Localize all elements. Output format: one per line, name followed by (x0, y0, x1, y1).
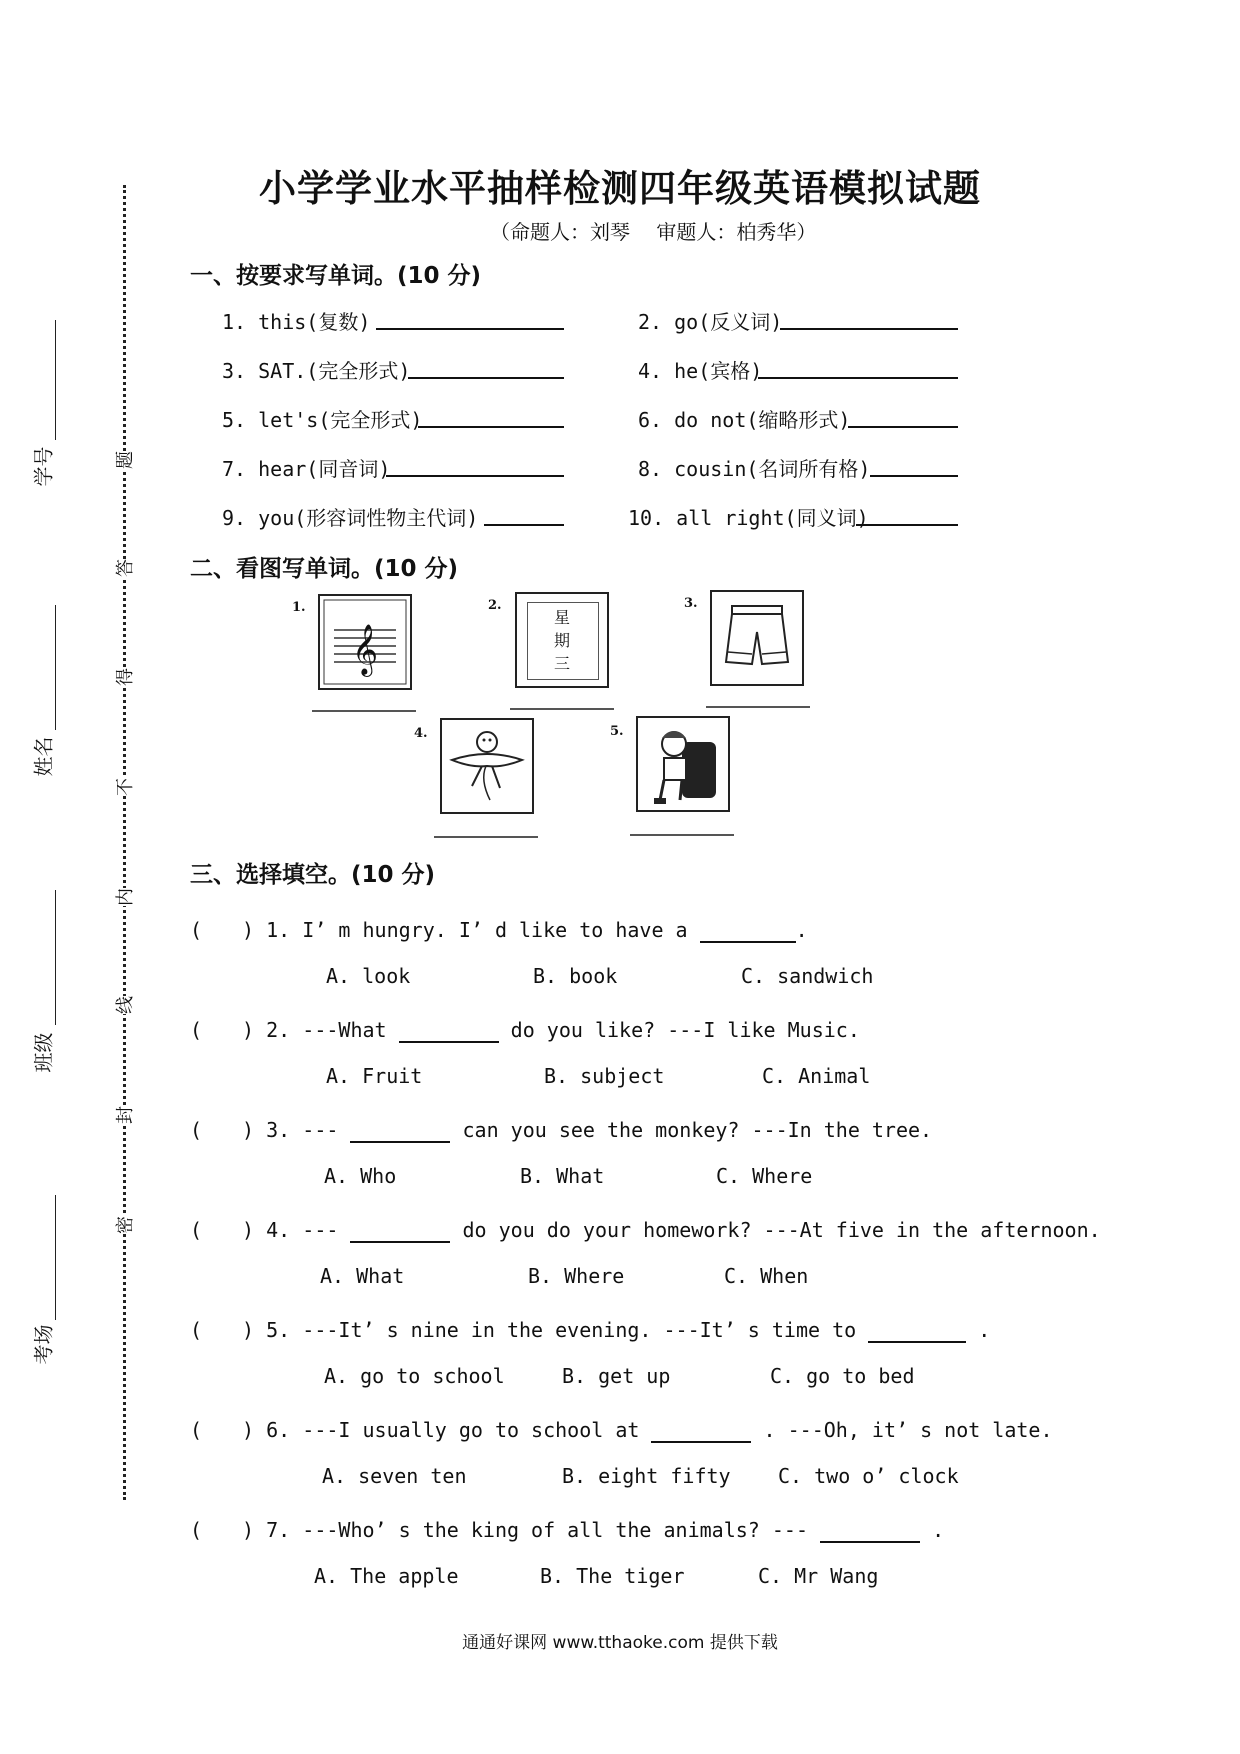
item-text: do not(缩略形式) (674, 408, 851, 432)
page-footer: 通通好课网 www.tthaoke.com 提供下载 (462, 1633, 778, 1653)
question-text: I’ m hungry. I’ d like to have a (302, 918, 688, 942)
section1-title: 一、按要求写单词。(10 分) (190, 263, 482, 289)
answer-blank[interactable] (848, 404, 958, 428)
question-number: 1. (266, 918, 291, 942)
question-row (190, 1414, 1053, 1443)
option-b[interactable]: B. The tiger (540, 1564, 685, 1588)
q1-item (638, 453, 870, 482)
option-a[interactable]: A. Fruit (326, 1064, 423, 1088)
option-b[interactable]: B. Where (528, 1264, 625, 1288)
page-title: 小学学业水平抽样检测四年级英语模拟试题 (259, 167, 981, 210)
option-a[interactable]: A. look (326, 964, 411, 988)
answer-blank[interactable] (350, 1119, 450, 1143)
item-text: hear(同音词) (258, 457, 391, 481)
option-b[interactable]: B. get up (562, 1364, 671, 1388)
question-text: ---I usually go to school at (302, 1418, 640, 1442)
shorts-icon (710, 590, 804, 686)
item-text: let's(完全形式) (258, 408, 423, 432)
option-b[interactable]: B. subject (544, 1064, 665, 1088)
question-text: do you like? ---I like Music. (510, 1018, 860, 1042)
option-b[interactable]: B. eight fifty (562, 1464, 731, 1488)
question-number: 4. (266, 1218, 291, 1242)
question-text: . ---Oh, it’ s not late. (763, 1418, 1053, 1442)
class-line (55, 890, 56, 1025)
option-b[interactable]: B. What (520, 1164, 605, 1188)
question-text: --- (302, 1118, 339, 1142)
answer-blank[interactable] (780, 306, 958, 330)
exam-room-label: 考场 (31, 1324, 56, 1365)
question-text: . (932, 1518, 945, 1542)
item-number: 9. (222, 506, 247, 530)
item-number: 3. (222, 359, 247, 383)
answer-blank[interactable] (651, 1419, 751, 1443)
class-label: 班级 (31, 1032, 56, 1073)
q1-item (222, 355, 410, 384)
picture-number: 4. (414, 726, 428, 741)
item-text: go(反义词) (674, 310, 783, 334)
question-number: 3. (266, 1118, 291, 1142)
q1-item (628, 502, 869, 531)
item-text: all right(同义词) (676, 506, 869, 530)
question-number: 5. (266, 1318, 291, 1342)
answer-blank[interactable] (820, 1519, 920, 1543)
answer-blank[interactable] (484, 502, 564, 526)
answer-blank[interactable] (700, 919, 796, 943)
student-id-line (55, 320, 56, 440)
q1-item (222, 404, 422, 433)
answer-blank[interactable] (312, 710, 416, 712)
answer-blank[interactable] (418, 404, 564, 428)
option-c[interactable]: C. Animal (762, 1064, 871, 1088)
binding-dotted-line (123, 185, 126, 1500)
question-number: 2. (266, 1018, 291, 1042)
seal-char: 线 (109, 996, 139, 1014)
item-number: 6. (638, 408, 663, 432)
answer-paren[interactable]: ( ) (190, 1418, 255, 1442)
seal-char: 封 (109, 1106, 139, 1124)
answer-blank[interactable] (868, 1319, 966, 1343)
section3-title: 三、选择填空。(10 分) (190, 862, 436, 888)
item-number: 1. (222, 310, 247, 334)
option-a[interactable]: A. seven ten (322, 1464, 467, 1488)
answer-paren[interactable]: ( ) (190, 1118, 255, 1142)
item-text: cousin(名词所有格) (674, 457, 871, 481)
page-subtitle: （命题人：刘琴 审题人：柏秀华） (490, 220, 817, 244)
answer-paren[interactable]: ( ) (190, 1018, 255, 1042)
question-row (190, 1014, 860, 1043)
question-text: . (795, 918, 808, 942)
answer-paren[interactable]: ( ) (190, 1518, 255, 1542)
item-text: SAT.(完全形式) (258, 359, 411, 383)
wednesday-card-icon (515, 592, 609, 688)
seal-char: 内 (109, 888, 139, 906)
option-c[interactable]: C. When (724, 1264, 809, 1288)
seal-char: 得 (109, 668, 139, 686)
card-char: 期 (553, 631, 570, 650)
answer-paren[interactable]: ( ) (190, 918, 255, 942)
option-c[interactable]: C. go to bed (770, 1364, 915, 1388)
option-b[interactable]: B. book (533, 964, 618, 988)
answer-blank[interactable] (434, 836, 538, 838)
question-text: do you do your homework? ---At five in the afternoon. (462, 1218, 1101, 1242)
option-a[interactable]: A. Who (324, 1164, 397, 1188)
q1-item (222, 502, 478, 531)
card-char: 三 (553, 654, 570, 673)
item-number: 8. (638, 457, 663, 481)
answer-blank[interactable] (376, 306, 564, 330)
seal-char: 答 (109, 559, 139, 577)
kite-icon (440, 718, 534, 814)
student-id-label: 学号 (31, 446, 56, 487)
seal-char: 密 (109, 1216, 139, 1234)
item-text: he(宾格) (674, 359, 763, 383)
answer-blank[interactable] (386, 453, 564, 477)
item-number: 4. (638, 359, 663, 383)
q1-item (222, 306, 370, 335)
question-number: 7. (266, 1518, 291, 1542)
option-c[interactable]: C. Where (716, 1164, 813, 1188)
answer-blank[interactable] (706, 706, 810, 708)
question-row (190, 1114, 932, 1143)
question-text: can you see the monkey? ---In the tree. (462, 1118, 933, 1142)
item-number: 10. (628, 506, 665, 530)
picture-number: 5. (610, 724, 624, 739)
name-label: 姓名 (31, 736, 56, 777)
answer-blank[interactable] (758, 355, 958, 379)
option-a[interactable]: A. go to school (324, 1364, 505, 1388)
item-text: this(复数) (258, 310, 371, 334)
question-number: 6. (266, 1418, 291, 1442)
seal-char: 不 (109, 778, 139, 796)
question-row (190, 1214, 1101, 1243)
q1-item (638, 306, 782, 335)
answer-blank[interactable] (408, 355, 564, 379)
music-clef-icon (318, 594, 412, 690)
question-text: ---What (302, 1018, 387, 1042)
answer-blank[interactable] (350, 1219, 450, 1243)
item-text: you(形容词性物主代词) (258, 506, 479, 530)
picture-number: 3. (684, 596, 698, 611)
answer-paren[interactable]: ( ) (190, 1318, 255, 1342)
item-number: 5. (222, 408, 247, 432)
answer-blank[interactable] (870, 453, 958, 477)
option-a[interactable]: A. What (320, 1264, 405, 1288)
section2-title: 二、看图写单词。(10 分) (190, 556, 459, 582)
card-char: 星 (553, 608, 570, 627)
q1-item (638, 404, 850, 433)
question-text: . (978, 1318, 991, 1342)
q1-item (638, 355, 762, 384)
answer-blank[interactable] (399, 1019, 499, 1043)
picture-number: 1. (292, 600, 306, 615)
picture-number: 2. (488, 598, 502, 613)
answer-blank[interactable] (510, 708, 614, 710)
seal-char: 题 (109, 451, 139, 469)
question-text: --- (302, 1218, 339, 1242)
answer-blank[interactable] (856, 502, 958, 526)
name-line (55, 605, 56, 730)
exam-room-line (55, 1195, 56, 1320)
option-a[interactable]: A. The apple (314, 1564, 459, 1588)
option-c[interactable]: C. sandwich (741, 964, 874, 988)
answer-paren[interactable]: ( ) (190, 1218, 255, 1242)
svg-text:𝄞: 𝄞 (352, 624, 379, 675)
question-row (190, 1514, 944, 1543)
question-row (190, 1314, 990, 1343)
option-c[interactable]: C. Mr Wang (758, 1564, 879, 1588)
question-text: ---It’ s nine in the evening. ---It’ s time to (302, 1318, 857, 1342)
child-in-chair-icon (636, 716, 730, 812)
answer-blank[interactable] (630, 834, 734, 836)
q1-item (222, 453, 390, 482)
item-number: 7. (222, 457, 247, 481)
question-row (190, 914, 808, 943)
item-number: 2. (638, 310, 663, 334)
question-text: ---Who’ s the king of all the animals? --- (302, 1518, 809, 1542)
option-c[interactable]: C. two o’ clock (778, 1464, 959, 1488)
